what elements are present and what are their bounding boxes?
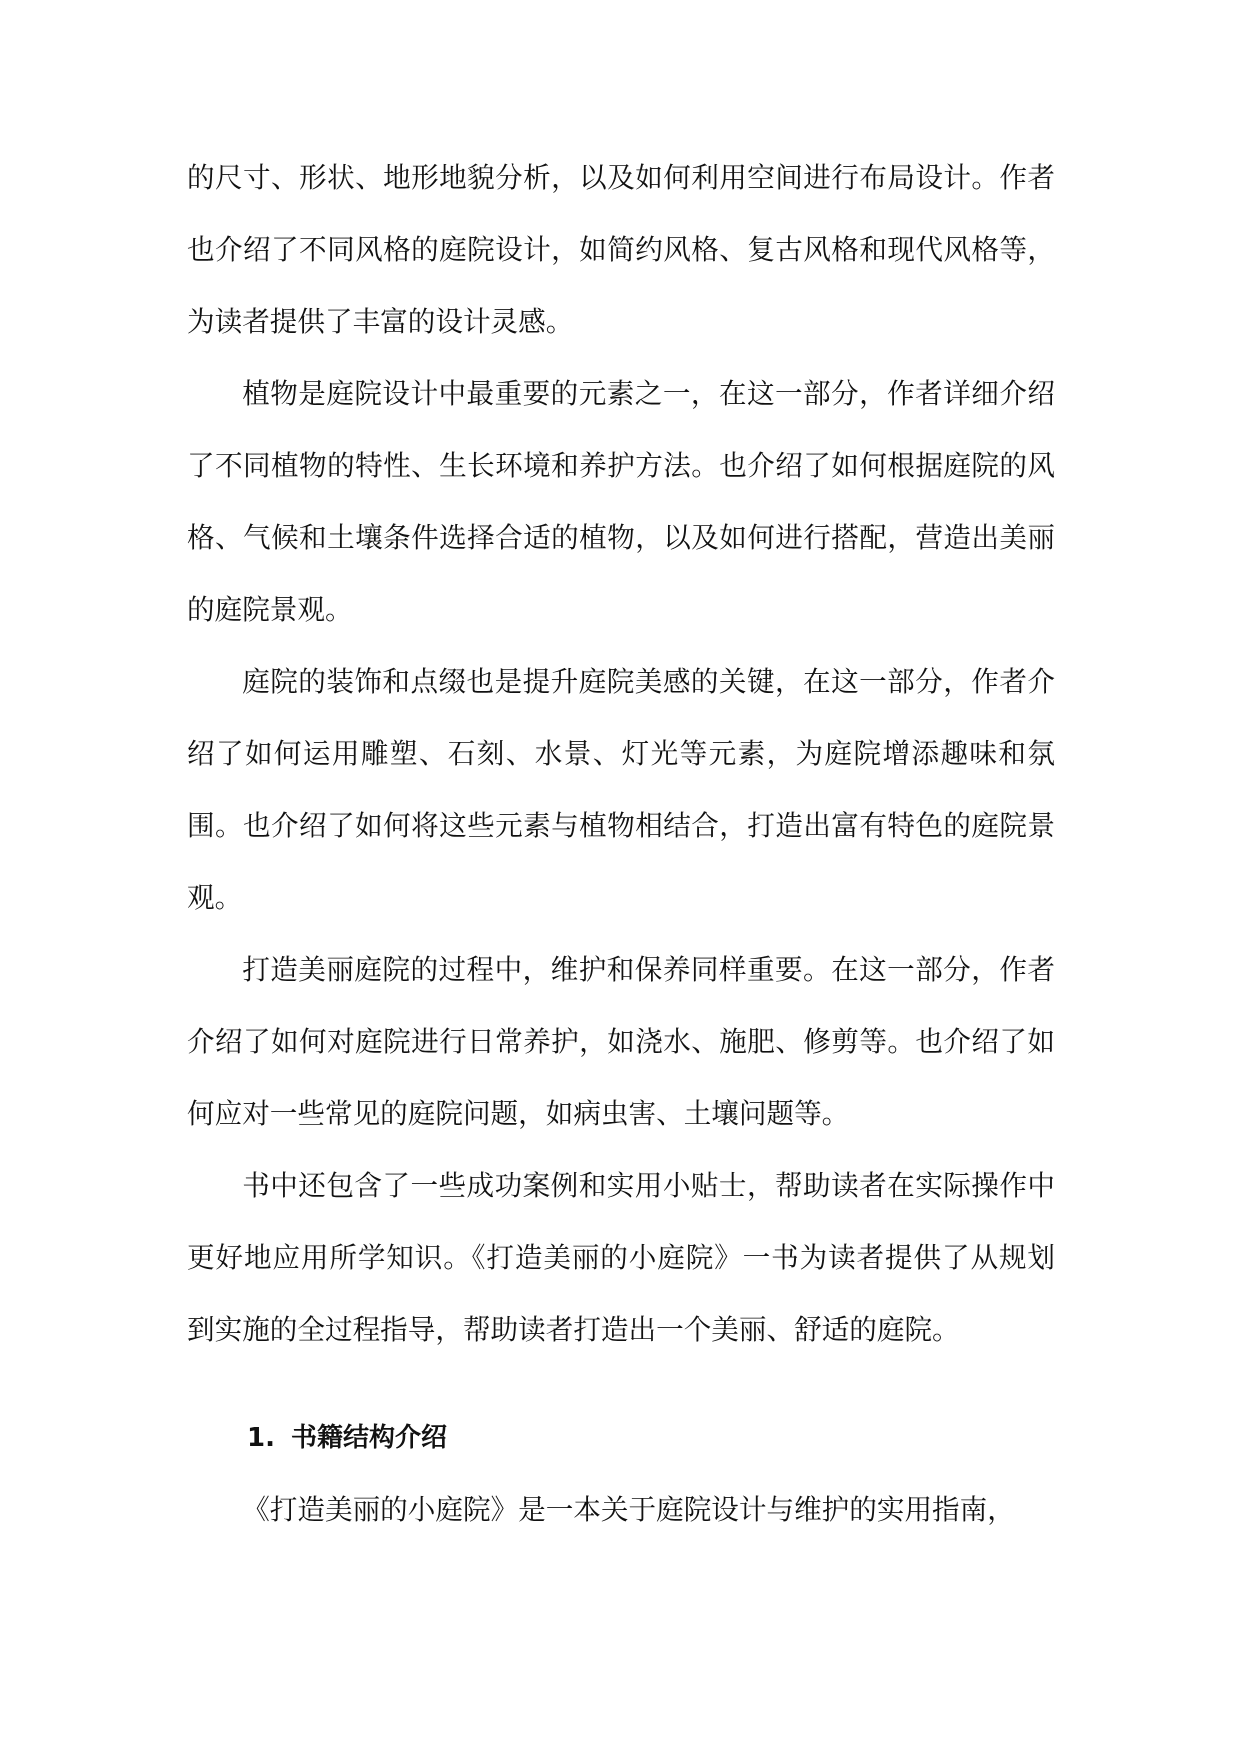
paragraph-structure-intro: 《打造美丽的小庭院》是一本关于庭院设计与维护的实用指南， [242, 1493, 1015, 1526]
paragraph-summary: 书中还包含了一些成功案例和实用小贴士，帮助读者在实际操作中更好地应用所学知识。《打造美丽的小庭院》一书为读者提供了从规划到实施的全过程指导，帮助读者打造出一个美丽、舒适的庭院。 [187, 1169, 1055, 1346]
section-number: 1. [247, 1423, 275, 1453]
document-body [187, 142, 1055, 1546]
paragraph-decoration: 庭院的装饰和点缀也是提升庭院美感的关键，在这一部分，作者介绍了如何运用雕塑、石刻、水景、灯光等元素，为庭院增添趣味和氛围。也介绍了如何将这些元素与植物相结合，打造出富有特色的庭院景观。 [187, 665, 1055, 914]
paragraph-maintenance: 打造美丽庭院的过程中，维护和保养同样重要。在这一部分，作者介绍了如何对庭院进行日常养护，如浇水、施肥、修剪等。也介绍了如何应对一些常见的庭院问题，如病虫害、土壤问题等。 [187, 953, 1055, 1130]
section-heading [187, 1402, 1055, 1474]
paragraph-continuation: 的尺寸、形状、地形地貌分析，以及如何利用空间进行布局设计。作者也介绍了不同风格的庭院设计，如简约风格、复古风格和现代风格等，为读者提供了丰富的设计灵感。 [187, 161, 1055, 338]
paragraph-plants: 植物是庭院设计中最重要的元素之一，在这一部分，作者详细介绍了不同植物的特性、生长环境和养护方法。也介绍了如何根据庭院的风格、气候和土壤条件选择合适的植物，以及如何进行搭配，营造出美丽的庭院景观。 [187, 377, 1055, 626]
section-title: 书籍结构介绍 [291, 1423, 448, 1453]
